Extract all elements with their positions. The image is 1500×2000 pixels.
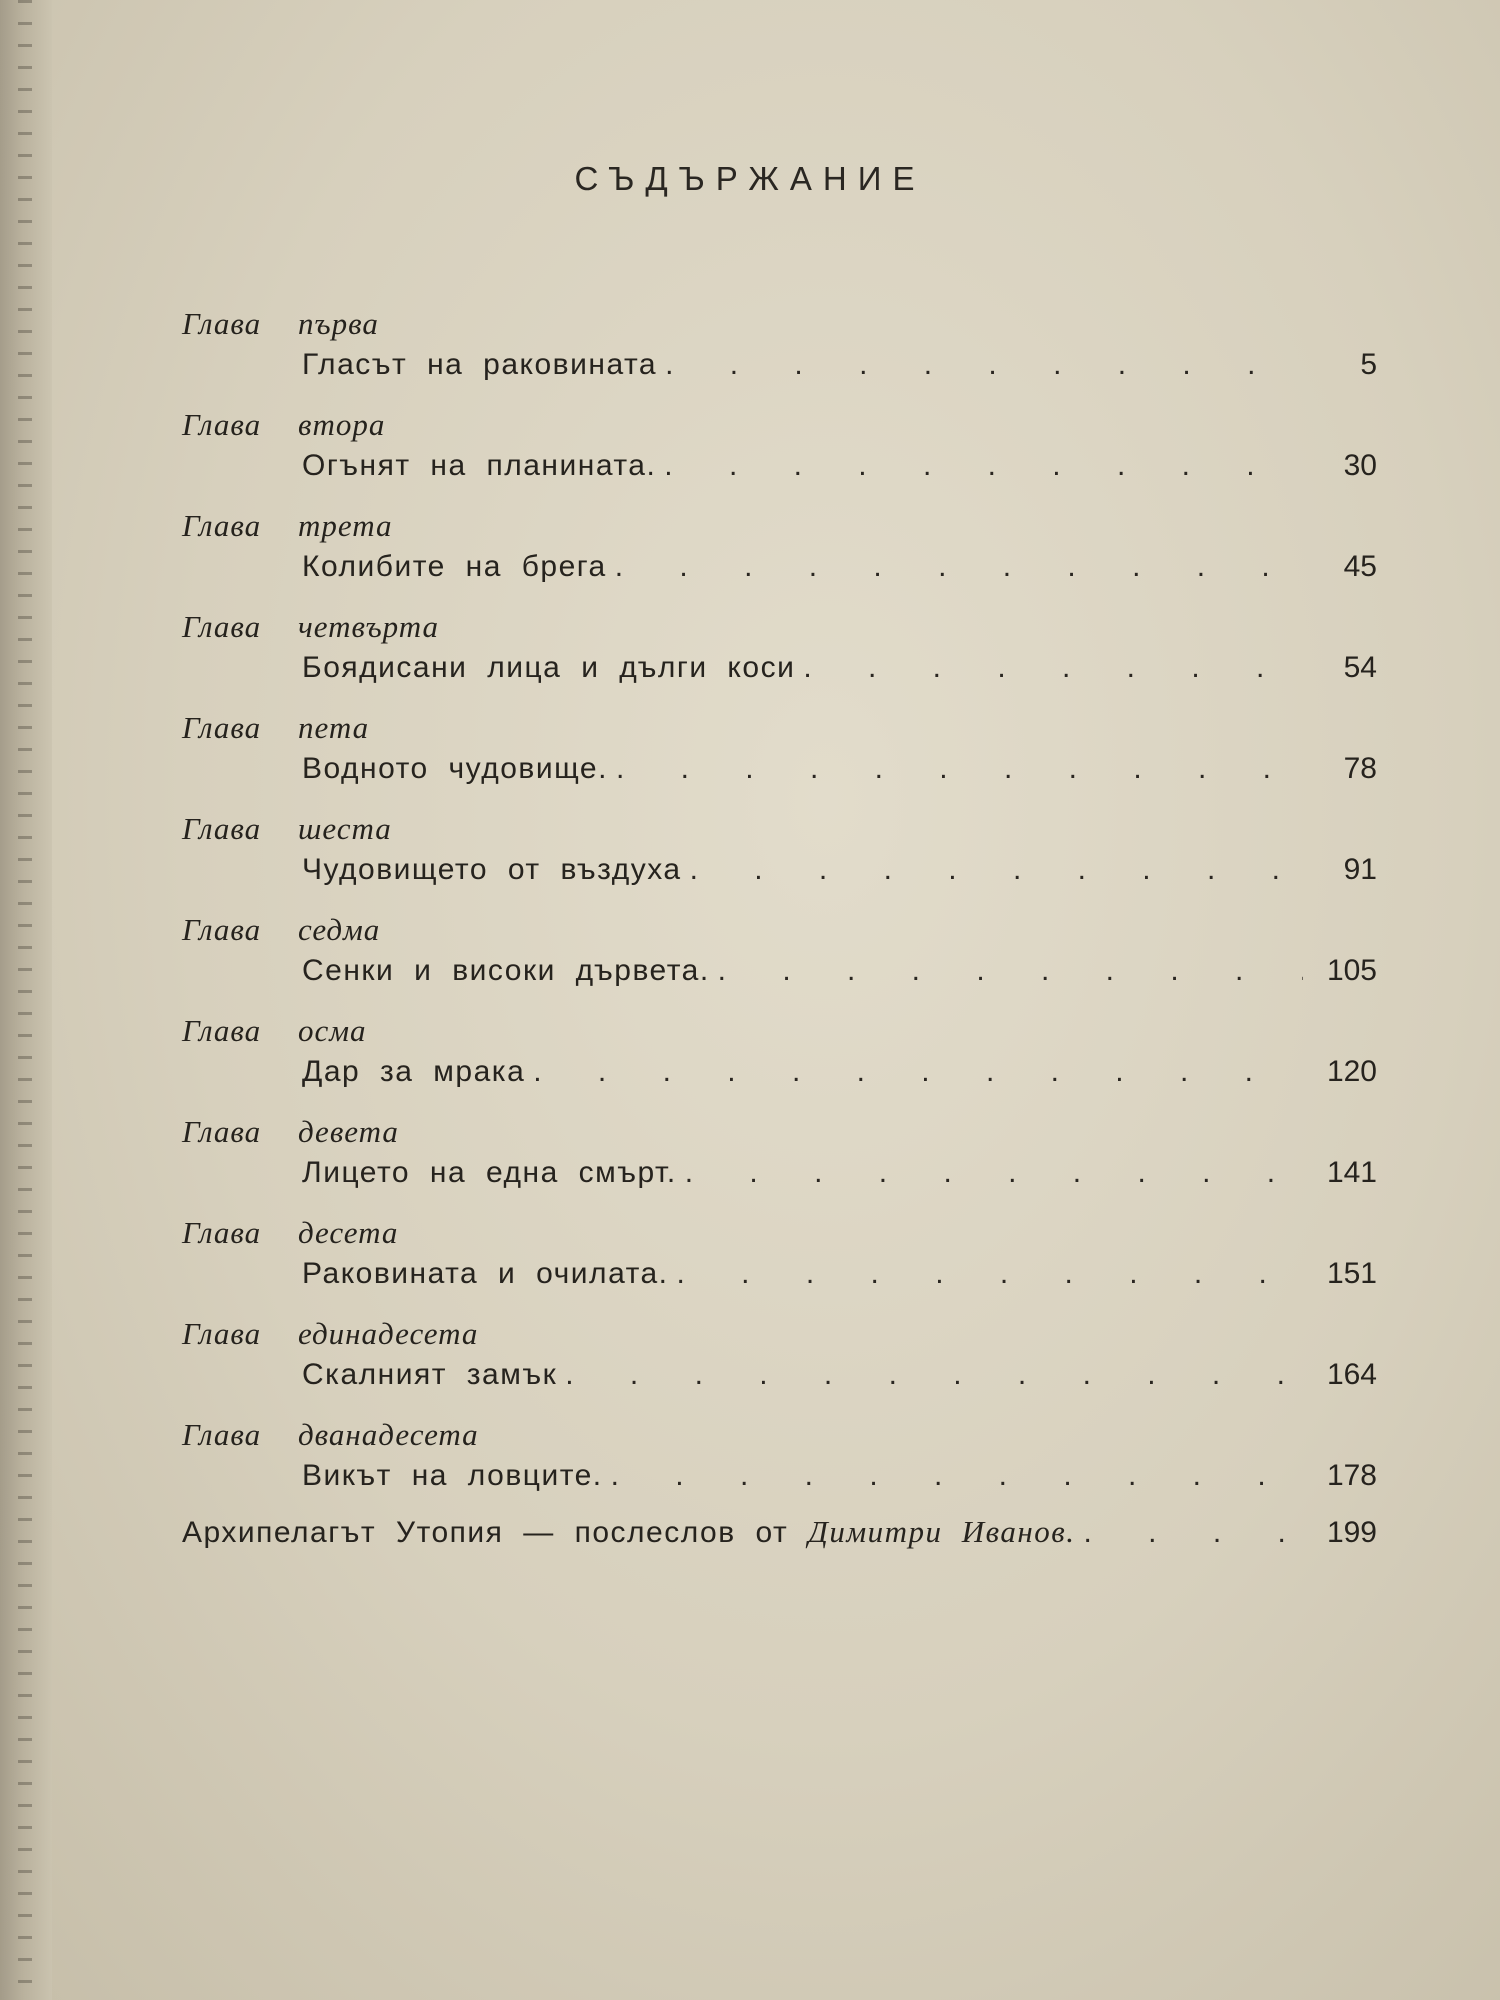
toc-chapter-6 [182,805,1382,906]
dot-leader [665,348,1303,382]
toc-chapter-7 [182,906,1382,1007]
page-number: 120 [1326,1055,1377,1088]
chapter-label: Глава [182,1316,262,1351]
page-number: 30 [1343,449,1377,482]
chapter-heading [182,1316,478,1352]
page-number: 5 [1360,348,1377,381]
toc-chapter-5 [182,704,1382,805]
chapter-ordinal: първа [298,306,379,341]
chapter-label: Глава [182,407,262,442]
toc-chapter-12 [182,1411,1382,1512]
toc-chapter-2 [182,401,1382,502]
table-of-contents [182,300,1382,1572]
chapter-ordinal: десета [298,1215,399,1250]
chapter-heading [182,710,369,746]
page-number: 164 [1326,1358,1377,1391]
toc-entry [302,853,1377,887]
chapter-heading [182,407,385,443]
toc-entry [302,1156,1377,1190]
chapter-label: Глава [182,306,262,341]
dot-leader [1083,1516,1303,1550]
chapter-ordinal: дванадесета [298,1417,479,1452]
dot-leader [616,752,1303,786]
chapter-heading [182,811,392,847]
chapter-heading [182,508,393,544]
toc-entry [302,449,1377,483]
dot-leader [533,1055,1303,1089]
dot-leader [690,853,1303,887]
dot-leader [615,550,1303,584]
chapter-title: Раковината и очилата. [302,1257,669,1290]
page-number: 199 [1326,1516,1377,1549]
page-number: 78 [1343,752,1377,785]
toc-chapter-3 [182,502,1382,603]
chapter-ordinal: девета [298,1114,399,1149]
page-number: 178 [1326,1459,1377,1492]
page-number: 91 [1343,853,1377,886]
toc-afterword [182,1512,1382,1572]
chapter-title: Дар за мрака [302,1055,526,1088]
dot-leader [677,1257,1303,1291]
chapter-title: Викът на ловците. [302,1459,603,1492]
afterword-text: Архипелагът Утопия — послеслов от [182,1516,789,1549]
chapter-ordinal: шеста [298,811,392,846]
chapter-label: Глава [182,1215,262,1250]
chapter-title: Боядисани лица и дълги коси [302,651,796,684]
dot-leader [611,1459,1303,1493]
toc-chapter-4 [182,603,1382,704]
toc-entry [302,1358,1377,1392]
dot-leader [565,1358,1303,1392]
page-number: 141 [1326,1156,1377,1189]
chapter-title: Чудовището от въздуха [302,853,682,886]
chapter-label: Глава [182,811,262,846]
chapter-label: Глава [182,912,262,947]
chapter-label: Глава [182,1114,262,1149]
chapter-title: Огънят на планината. [302,449,657,482]
chapter-ordinal: четвърта [298,609,440,644]
chapter-heading [182,1417,479,1453]
toc-chapter-11 [182,1310,1382,1411]
chapter-title: Колибите на брега [302,550,607,583]
page-number: 105 [1326,954,1377,987]
chapter-ordinal: единадесета [298,1316,479,1351]
toc-entry [302,1257,1377,1291]
dot-leader [685,1156,1303,1190]
chapter-label: Глава [182,710,262,745]
toc-entry [302,550,1377,584]
chapter-heading [182,609,439,645]
chapter-label: Глава [182,609,262,644]
toc-chapter-8 [182,1007,1382,1108]
chapter-title: Гласът на раковината [302,348,658,381]
toc-chapter-10 [182,1209,1382,1310]
chapter-heading [182,1013,367,1049]
page-title: СЪДЪРЖАНИЕ [574,160,926,197]
toc-entry [302,954,1377,988]
binding-stitches [18,0,32,2000]
chapter-heading [182,912,380,948]
page-number: 151 [1326,1257,1377,1290]
afterword-title [182,1514,1075,1550]
chapter-label: Глава [182,1013,262,1048]
toc-entry [302,752,1377,786]
chapter-title: Лицето на една смърт. [302,1156,677,1189]
chapter-label: Глава [182,1417,262,1452]
chapter-ordinal: втора [298,407,386,442]
page-number: 54 [1343,651,1377,684]
chapter-title: Скалният замък [302,1358,558,1391]
chapter-ordinal: пета [298,710,370,745]
dot-leader [718,954,1303,988]
chapter-ordinal: трета [298,508,393,543]
toc-entry [302,1055,1377,1089]
dot-leader [803,651,1303,685]
chapter-title: Сенки и високи дървета. [302,954,710,987]
afterword-author: Димитри Иванов. [808,1514,1076,1549]
dot-leader [664,449,1303,483]
chapter-ordinal: осма [298,1013,367,1048]
toc-entry [302,348,1377,382]
chapter-title: Водното чудовище. [302,752,608,785]
toc-entry [302,651,1377,685]
chapter-heading [182,1114,399,1150]
chapter-heading [182,1215,398,1251]
page-number: 45 [1343,550,1377,583]
toc-chapter-9 [182,1108,1382,1209]
toc-entry [182,1514,1377,1550]
chapter-label: Глава [182,508,262,543]
chapter-ordinal: седма [298,912,381,947]
toc-entry [302,1459,1377,1493]
toc-chapter-1 [182,300,1382,401]
chapter-heading [182,306,379,342]
